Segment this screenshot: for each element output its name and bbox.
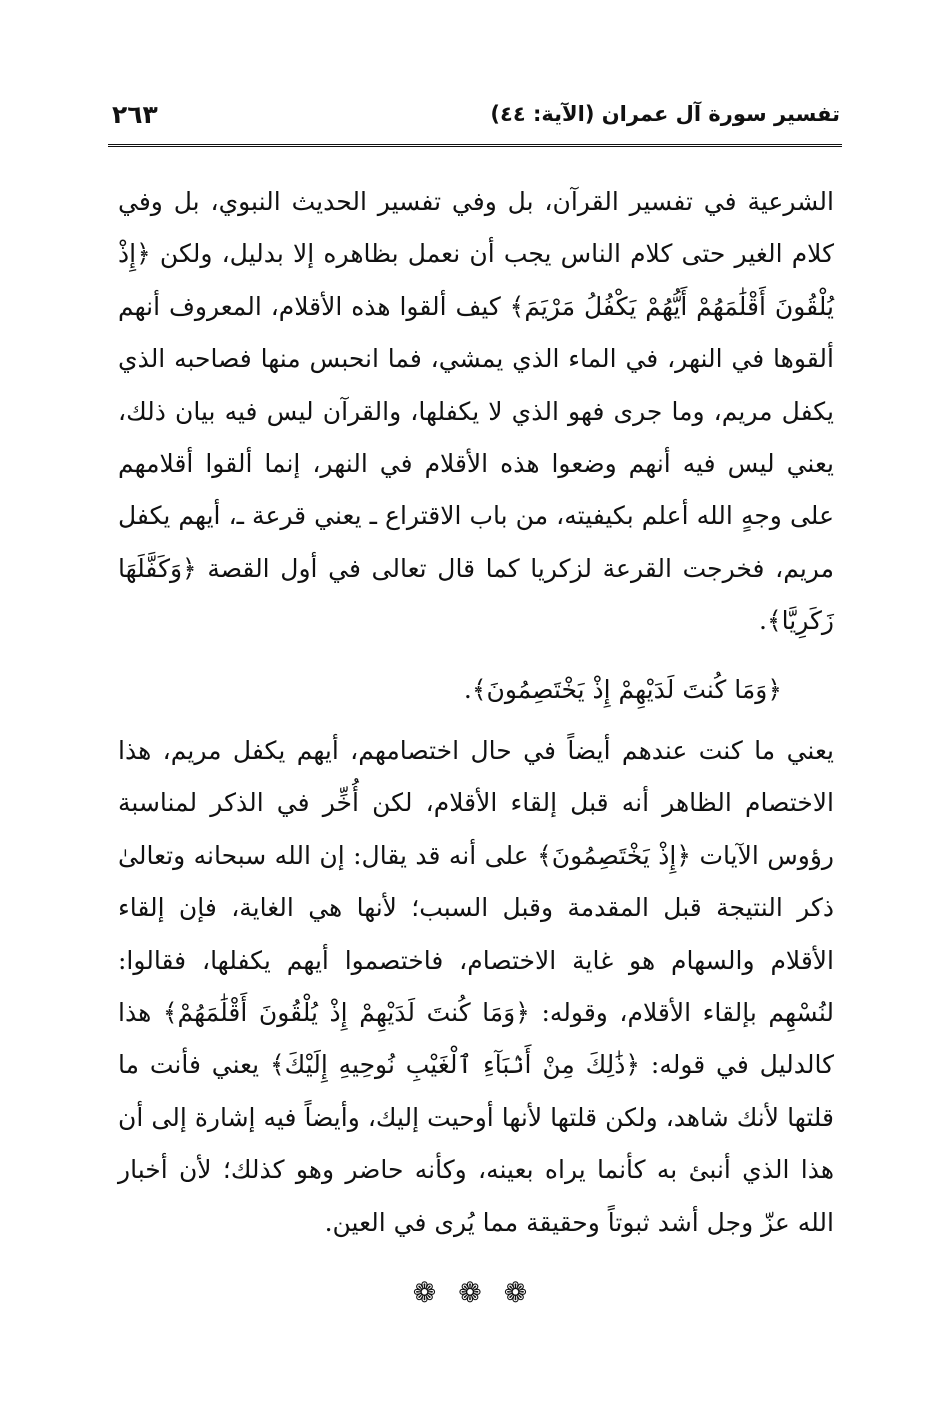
paragraph-text: هذا كالدليل في قوله:	[118, 998, 835, 1080]
quran-quote: ﴿إِذْ يَخْتَصِمُونَ﴾	[537, 840, 692, 870]
quran-quote: ﴿وَمَا كُنتَ لَدَيْهِمْ إِذْ يُلْقُونَ أَقْلَٰمَهُمْ﴾	[162, 998, 530, 1028]
paragraph-1	[118, 176, 834, 648]
page-number: ٢٦٣	[112, 100, 158, 129]
quran-quote: ﴿وَكَفَّلَهَا زَكَرِيَّا﴾	[118, 553, 834, 636]
paragraph-text: يعني ما كنت عندهم أيضاً في حال اختصامهم، أيهم يكفل مريم، هذا الاختصام الظاهر أنه قبل إلقاء الأقلام، لكن أُخِّر في الذكر لمناسبة رؤوس الآيات	[118, 736, 834, 870]
quran-quote: ﴿وَمَا كُنتَ لَدَيْهِمْ إِذْ يَخْتَصِمُونَ﴾	[471, 675, 782, 704]
header-divider	[108, 144, 842, 147]
paragraph-text: كيف ألقوا هذه الأقلام، المعروف أنهم ألقوها في النهر، في الماء الذي يمشي، فما انحبس منها فصاحبه الذي يكفل مريم، وما جرى فهو الذي لا يكفلها، والقرآن ليس فيه بيان ذلك، يعني ليس فيه أنهم وضعوا هذه الأقلام في النهر، إنما ألقوا أقلامهم على وجهٍ الله أعلم بكيفيته، من باب الاقتراع ـ يعني قرعة ـ، أيهم يكفل مريم، فخرجت القرعة لزكريا كما قال تعالى في أول القصة	[118, 291, 834, 583]
paragraph-text: الشرعية في تفسير القرآن، بل وفي تفسير الحديث النبوي، بل وفي كلام الغير حتى كلام الناس يجب أن نعمل بظاهره إلا بدليل، ولكن	[118, 187, 834, 269]
paragraph-text: يعني فأنت ما قلتها لأنك شاهد، ولكن قلتها لأنها أوحيت إليك، وأيضاً فيه إشارة إلى أن هذا الذي أنبئ به كأنما يراه بعينه، وكأنه حاضر وهو كذلك؛ لأن أخبار الله عزّ وجل أشد ثبوتاً وحقيقة مما يُرى في العين.	[118, 1050, 834, 1237]
verse-end-mark: .	[463, 675, 472, 704]
paragraph-text: على أنه قد يقال: إن الله سبحانه وتعالىٰ ذكر النتيجة قبل المقدمة وقبل السبب؛ لأنها هي الغاية، فإن إلقاء الأقلام والسهام هو غاية الاختصام، فاختصموا أيهم يكفلها، فقالوا: لنُسْهِم بإلقاء الأقلام، وقوله:	[118, 840, 834, 1028]
quoted-verse-line	[118, 664, 832, 716]
section-separator-ornament: ❁❁❁	[412, 1276, 550, 1309]
page-header	[112, 100, 840, 140]
running-title: تفسير سورة آل عمران (الآية: ٤٤)	[490, 102, 840, 126]
paragraph-text: .	[759, 606, 767, 636]
quran-quote: ﴿إِذْ يُلْقُونَ أَقْلَٰمَهُمْ أَيُّهُمْ يَكْفُلُ مَرْيَمَ﴾	[118, 239, 834, 321]
paragraph-2	[118, 725, 834, 1249]
quran-quote: ﴿ذَٰلِكَ مِنْ أَنۢبَآءِ ٱلْغَيْبِ نُوحِيهِ إِلَيْكَ﴾	[269, 1050, 641, 1080]
